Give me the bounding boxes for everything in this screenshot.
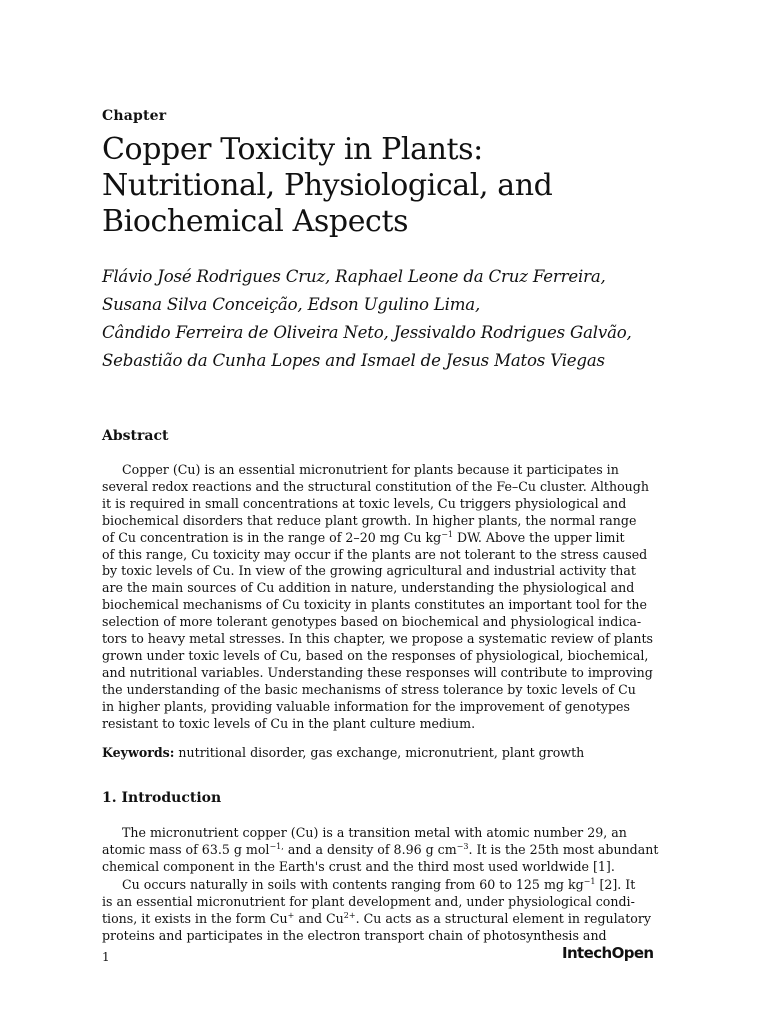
title-line: Nutritional, Physiological, and xyxy=(102,168,553,203)
author-line: Flávio José Rodrigues Cruz, Raphael Leone da Cruz Ferreira, xyxy=(102,267,606,286)
intro-text: . Cu acts as a structural element in regulatory xyxy=(355,911,651,927)
intro-text: and a density of 8.96 g cm xyxy=(283,842,457,858)
title-line: Biochemical Aspects xyxy=(102,204,409,239)
superscript: −1 xyxy=(583,876,596,886)
abstract-line: biochemical disorders that reduce plant growth. In higher plants, the normal range xyxy=(102,512,637,528)
intro-text: . It is the 25th most abundant xyxy=(468,842,659,858)
superscript: + xyxy=(287,910,295,920)
abstract-line: several redox reactions and the structural constitution of the Fe–Cu cluster. Although xyxy=(102,478,649,494)
publisher-logo: IntechOpen xyxy=(562,944,654,962)
abstract-line: selection of more tolerant genotypes based on biochemical and physiological indica- xyxy=(102,614,642,630)
author-line: Susana Silva Conceição, Edson Ugulino Lima, xyxy=(102,295,481,314)
author-line: Sebastião da Cunha Lopes and Ismael de Jesus Matos Viegas xyxy=(102,351,605,370)
abstract-line: grown under toxic levels of Cu, based on the responses of physiological, biochemical, xyxy=(102,647,649,663)
keywords-text: nutritional disorder, gas exchange, micronutrient, plant growth xyxy=(174,745,585,760)
superscript: −1 xyxy=(441,529,453,539)
author-line: Cândido Ferreira de Oliveira Neto, Jessivaldo Rodrigues Galvão, xyxy=(102,323,632,342)
abstract-line: of this range, Cu toxicity may occur if the plants are not tolerant to the stress caused xyxy=(102,546,648,562)
abstract-line: it is required in small concentrations at toxic levels, Cu triggers physiological and xyxy=(102,495,627,511)
abstract-line: the understanding of the basic mechanisms of stress tolerance by toxic levels of Cu xyxy=(102,681,636,697)
superscript: 2+ xyxy=(343,910,356,920)
intro-line: chemical component in the Earth's crust and the third most used worldwide [1]. xyxy=(102,859,615,875)
intro-line xyxy=(102,910,654,927)
keywords xyxy=(102,745,584,760)
keywords-label: Keywords: xyxy=(102,745,175,760)
intro-text: tions, it exists in the form Cu xyxy=(102,911,288,927)
chapter-label: Chapter xyxy=(102,108,167,124)
abstract-text: DW. Above the upper limit xyxy=(453,529,625,545)
abstract-line: biochemical mechanisms of Cu toxicity in plants constitutes an important tool for the xyxy=(102,597,647,613)
intro-line xyxy=(102,876,654,893)
superscript: −3 xyxy=(456,842,469,852)
superscript: −1, xyxy=(269,842,284,852)
intro-line: proteins and participates in the electron transport chain of photosynthesis and xyxy=(102,928,607,944)
abstract-line: Copper (Cu) is an essential micronutrient for plants because it participates in xyxy=(122,462,619,477)
abstract-line: by toxic levels of Cu. In view of the growing agricultural and industrial activity that xyxy=(102,563,636,579)
abstract-line: tors to heavy metal stresses. In this chapter, we propose a systematic review of plants xyxy=(102,631,654,647)
abstract-line: are the main sources of Cu addition in nature, understanding the physiological and xyxy=(102,580,635,596)
introduction-body xyxy=(102,824,659,944)
author-list xyxy=(102,263,662,375)
abstract-body xyxy=(102,462,654,733)
abstract-line: resistant to toxic levels of Cu in the plant culture medium. xyxy=(102,715,476,731)
abstract-heading: Abstract xyxy=(102,428,169,444)
intro-text: [2]. It xyxy=(595,876,636,892)
abstract-line xyxy=(102,530,654,547)
chapter-title xyxy=(102,132,662,240)
title-line: Copper Toxicity in Plants: xyxy=(102,132,483,167)
intro-line xyxy=(102,841,659,858)
intro-line: is an essential micronutrient for plant development and, under physiological condi- xyxy=(102,893,635,909)
abstract-text: of Cu concentration is in the range of 2–20 mg Cu kg xyxy=(102,529,442,545)
intro-text: atomic mass of 63.5 g mol xyxy=(102,842,270,858)
intro-text: and Cu xyxy=(294,911,344,927)
intro-text: Cu occurs naturally in soils with contents ranging from 60 to 125 mg kg xyxy=(122,876,584,892)
page-number: 1 xyxy=(102,950,110,964)
abstract-line: in higher plants, providing valuable information for the improvement of genotypes xyxy=(102,698,630,714)
introduction-heading: 1. Introduction xyxy=(102,790,222,806)
intro-line: The micronutrient copper (Cu) is a transition metal with atomic number 29, an xyxy=(122,825,627,840)
abstract-line: and nutritional variables. Understanding these responses will contribute to improving xyxy=(102,664,653,680)
